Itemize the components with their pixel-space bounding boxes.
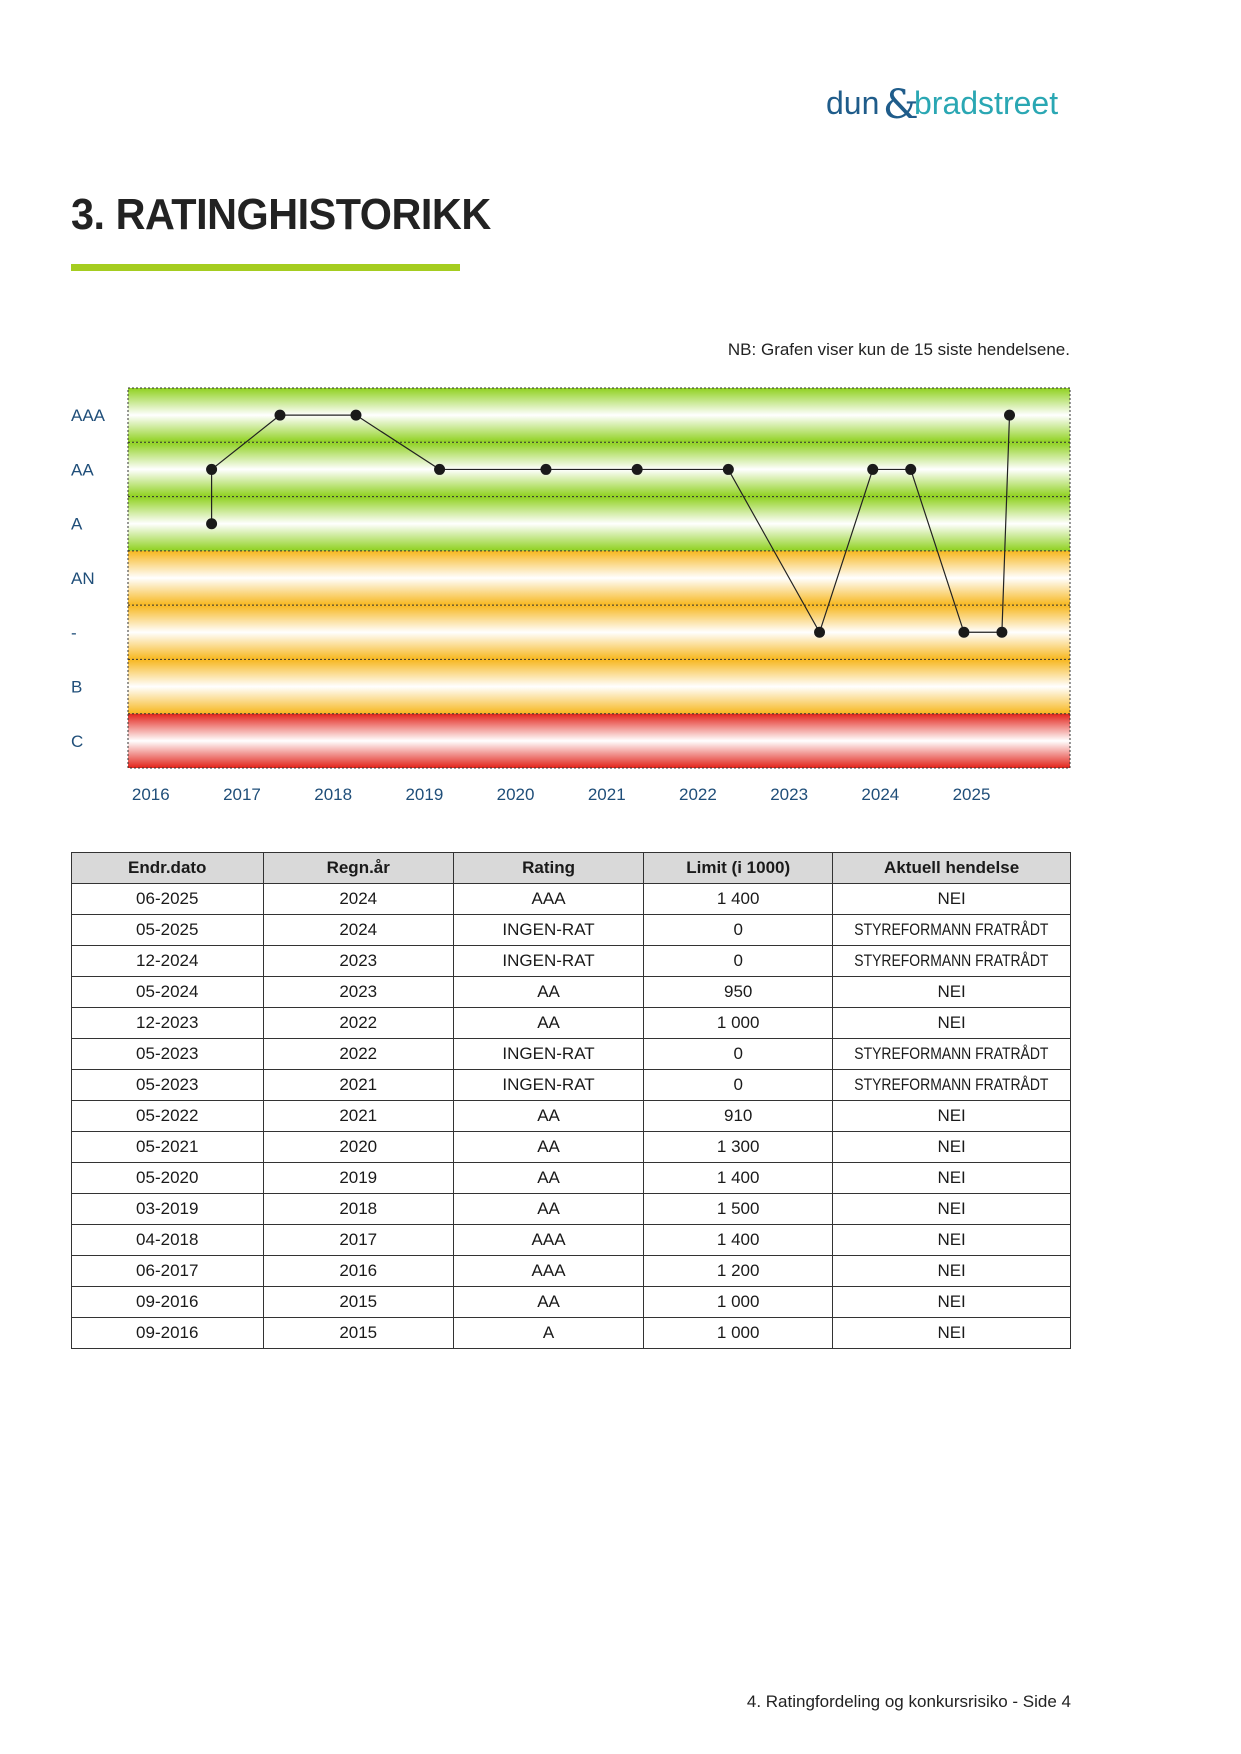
event-text: STYREFORMANN FRATRÅDT <box>854 951 1049 970</box>
rating-point <box>434 464 445 475</box>
table-cell: INGEN-RAT <box>453 946 643 977</box>
table-cell: 2021 <box>263 1070 453 1101</box>
col-header-regn-ar: Regn.år <box>263 853 453 884</box>
table-cell <box>833 915 1071 946</box>
table-cell: NEI <box>833 1194 1071 1225</box>
rating-point <box>632 464 643 475</box>
page-footer: 4. Ratingfordeling og konkursrisiko - Side 4 <box>746 1692 1071 1711</box>
table-cell: 2020 <box>263 1132 453 1163</box>
x-tick-label: 2023 <box>770 785 809 804</box>
table-row <box>72 1132 1071 1163</box>
rating-point <box>814 627 825 638</box>
table-row <box>72 1225 1071 1256</box>
table-cell: 2021 <box>263 1101 453 1132</box>
rating-point <box>540 464 551 475</box>
table-cell: 03-2019 <box>72 1194 264 1225</box>
y-tick-label: B <box>71 677 83 697</box>
table-cell: 2017 <box>263 1225 453 1256</box>
rating-band-dash <box>128 605 1070 659</box>
table-cell: 06-2025 <box>72 884 264 915</box>
table-cell: NEI <box>833 1101 1071 1132</box>
table-cell: 05-2023 <box>72 1070 264 1101</box>
table-cell: A <box>453 1318 643 1349</box>
table-cell: 2019 <box>263 1163 453 1194</box>
table-row <box>72 1287 1071 1318</box>
table-cell: NEI <box>833 977 1071 1008</box>
x-tick-label: 2022 <box>679 785 717 804</box>
table-cell <box>833 1039 1071 1070</box>
page-title: 3. RATINGHISTORIKK <box>71 190 491 239</box>
rating-point <box>723 464 734 475</box>
table-cell: 2015 <box>263 1287 453 1318</box>
table-row <box>72 1039 1071 1070</box>
table-row <box>72 946 1071 977</box>
table-cell: INGEN-RAT <box>453 915 643 946</box>
rating-point <box>350 410 361 421</box>
title-underline <box>71 264 460 271</box>
rating-point <box>996 627 1007 638</box>
table-cell: 2022 <box>263 1008 453 1039</box>
dun-bradstreet-logo <box>826 78 1066 128</box>
table-cell: AA <box>453 1194 643 1225</box>
rating-point <box>274 410 285 421</box>
table-cell: INGEN-RAT <box>453 1039 643 1070</box>
x-tick-label: 2018 <box>314 785 353 804</box>
table-cell: 09-2016 <box>72 1318 264 1349</box>
table-cell: AA <box>453 1163 643 1194</box>
rating-point <box>206 464 217 475</box>
y-tick-label: C <box>71 731 84 751</box>
table-cell: 0 <box>644 946 833 977</box>
table-cell: NEI <box>833 1287 1071 1318</box>
table-row <box>72 1318 1071 1349</box>
chart-note: NB: Grafen viser kun de 15 siste hendelsene. <box>727 340 1070 359</box>
table-cell: 09-2016 <box>72 1287 264 1318</box>
x-tick-label: 2017 <box>223 785 261 804</box>
event-text: STYREFORMANN FRATRÅDT <box>854 920 1049 939</box>
rating-history-chart <box>60 380 1080 810</box>
table-cell: 1 400 <box>644 1163 833 1194</box>
table-cell: AAA <box>453 1225 643 1256</box>
x-tick-label: 2020 <box>496 785 535 804</box>
table-cell: 05-2025 <box>72 915 264 946</box>
table-cell: 2015 <box>263 1318 453 1349</box>
table-cell: AAA <box>453 1256 643 1287</box>
rating-point <box>958 627 969 638</box>
table-cell: NEI <box>833 1225 1071 1256</box>
y-axis-labels <box>71 406 106 751</box>
table-cell: AA <box>453 1287 643 1318</box>
y-tick-label: - <box>71 623 77 643</box>
table-cell: 1 300 <box>644 1132 833 1163</box>
table-row <box>72 1163 1071 1194</box>
table-cell: 2023 <box>263 946 453 977</box>
table-cell: 910 <box>644 1101 833 1132</box>
col-header-aktuell-hendelse: Aktuell hendelse <box>833 853 1071 884</box>
x-tick-label: 2024 <box>861 785 900 804</box>
table-row <box>72 1008 1071 1039</box>
rating-band-aaa <box>128 388 1070 442</box>
col-header-limit: Limit (i 1000) <box>644 853 833 884</box>
table-row <box>72 977 1071 1008</box>
table-cell <box>833 1070 1071 1101</box>
table-cell: 0 <box>644 915 833 946</box>
rating-point <box>867 464 878 475</box>
table-cell: AA <box>453 977 643 1008</box>
table-cell: 1 000 <box>644 1287 833 1318</box>
table-cell: 2016 <box>263 1256 453 1287</box>
table-cell: NEI <box>833 1008 1071 1039</box>
table-cell: 05-2021 <box>72 1132 264 1163</box>
table-cell: 06-2017 <box>72 1256 264 1287</box>
table-row <box>72 884 1071 915</box>
table-cell <box>833 946 1071 977</box>
table-cell: 1 500 <box>644 1194 833 1225</box>
y-tick-label: AA <box>71 460 94 480</box>
table-cell: AA <box>453 1101 643 1132</box>
table-cell: 1 400 <box>644 1225 833 1256</box>
logo-text-dun: dun <box>826 85 880 121</box>
table-cell: 2024 <box>263 915 453 946</box>
event-text: STYREFORMANN FRATRÅDT <box>854 1044 1049 1063</box>
y-tick-label: A <box>71 514 83 534</box>
table-cell: 950 <box>644 977 833 1008</box>
table-cell: 0 <box>644 1039 833 1070</box>
event-text: STYREFORMANN FRATRÅDT <box>854 1075 1049 1094</box>
table-cell: 05-2024 <box>72 977 264 1008</box>
table-cell: 1 400 <box>644 884 833 915</box>
x-axis-labels <box>132 785 991 804</box>
logo-ampersand: & <box>883 82 919 128</box>
table-cell: 12-2024 <box>72 946 264 977</box>
rating-point <box>905 464 916 475</box>
table-cell: AAA <box>453 884 643 915</box>
table-cell: 0 <box>644 1070 833 1101</box>
x-tick-label: 2021 <box>587 785 626 804</box>
x-tick-label: 2016 <box>131 785 170 804</box>
table-row <box>72 1194 1071 1225</box>
table-cell: 2018 <box>263 1194 453 1225</box>
rating-band-b <box>128 659 1070 713</box>
table-cell: AA <box>453 1132 643 1163</box>
x-tick-label: 2025 <box>952 785 991 804</box>
table-cell: 2022 <box>263 1039 453 1070</box>
rating-point <box>206 518 217 529</box>
table-cell: AA <box>453 1008 643 1039</box>
table-cell: NEI <box>833 884 1071 915</box>
rating-band-c <box>128 714 1070 768</box>
rating-point <box>1004 410 1015 421</box>
table-cell: 12-2023 <box>72 1008 264 1039</box>
table-row <box>72 915 1071 946</box>
table-cell: 1 200 <box>644 1256 833 1287</box>
table-cell: 1 000 <box>644 1318 833 1349</box>
col-header-endr-dato: Endr.dato <box>72 853 264 884</box>
table-cell: NEI <box>833 1318 1071 1349</box>
logo-text-bradstreet: bradstreet <box>914 85 1059 121</box>
x-tick-label: 2019 <box>405 785 444 804</box>
table-cell: INGEN-RAT <box>453 1070 643 1101</box>
rating-history-table <box>71 852 1071 1349</box>
table-header-row <box>72 853 1071 884</box>
table-cell: 2023 <box>263 977 453 1008</box>
table-cell: 05-2022 <box>72 1101 264 1132</box>
y-tick-label: AN <box>71 569 95 588</box>
table-cell: 2024 <box>263 884 453 915</box>
table-cell: 05-2023 <box>72 1039 264 1070</box>
rating-band-an <box>128 551 1070 605</box>
table-row <box>72 1070 1071 1101</box>
y-tick-label: AAA <box>71 406 106 426</box>
rating-bands <box>128 388 1070 768</box>
table-cell: NEI <box>833 1163 1071 1194</box>
table-cell: 1 000 <box>644 1008 833 1039</box>
col-header-rating: Rating <box>453 853 643 884</box>
table-cell: 04-2018 <box>72 1225 264 1256</box>
table-cell: NEI <box>833 1256 1071 1287</box>
table-cell: 05-2020 <box>72 1163 264 1194</box>
table-cell: NEI <box>833 1132 1071 1163</box>
table-row <box>72 1101 1071 1132</box>
table-row <box>72 1256 1071 1287</box>
